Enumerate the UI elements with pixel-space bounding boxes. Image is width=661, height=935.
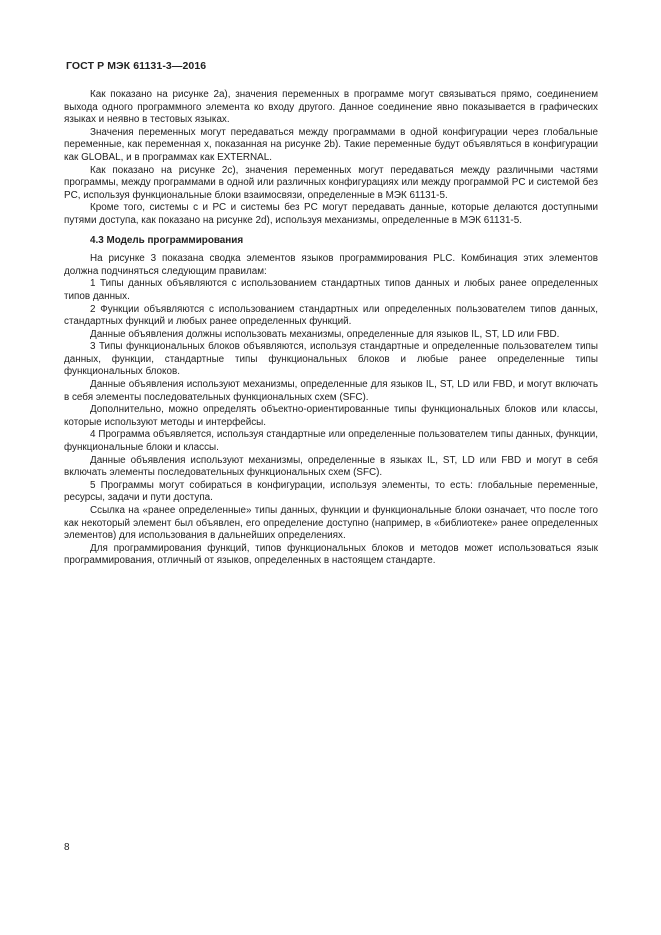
paragraph: Дополнительно, можно определять объектно-ориентированные типы функциональных блоков или классы, которые используют методы и интерфейсы. xyxy=(64,404,598,428)
paragraph: Как показано на рисунке 2c), значения переменных могут передаваться между различными частями программы, между программами в одной или различных конфигурациях или между программой PC и системой без PC, используя функциональные блоки взаимосвязи, определенные в МЭК 61131-5. xyxy=(64,164,598,201)
paragraph: Данные объявления должны использовать механизмы, определенные для языков IL, ST, LD или FBD. xyxy=(90,328,560,340)
paragraph: Значения переменных могут передаваться между программами в одной конфигурации через глобальные переменные, как переменная x, показанная на рисунке 2b). Такие переменные будут объявляться в конфигурации как GLOBAL, и в программах как EXTERNAL. xyxy=(64,126,598,163)
paragraph: 4 Программа объявляется, используя стандартные или определенные пользователем типы данных, функции, функциональные блоки и классы. xyxy=(64,429,598,454)
paragraph: Как показано на рисунке 2a), значения переменных в программе могут связываться прямо, соединением выхода одного программного элемента ко входу другого. Данное соединение явно показывается в графических языках и неявно в тестовых языках. xyxy=(64,89,598,126)
paragraph: Данные объявления используют механизмы, определенные для языков IL, ST, LD или FBD, и могут включать в себя элементы последовательных функциональных схем (SFC). xyxy=(64,379,598,403)
paragraph: 1 Типы данных объявляются с использованием стандартных типов данных и любых ранее определенных типов данных. xyxy=(64,278,598,302)
paragraph: 2 Функции объявляются с использованием стандартных или определенных пользователем типов данных, стандартных функций и любых ранее определенных функций. xyxy=(64,303,598,328)
paragraph: Кроме того, системы с и PC и системы без PC могут передавать данные, которые делаются доступными путями доступа, как показано на рисунке 2d), используя механизмы, определенные в МЭК 61131-5. xyxy=(64,202,598,226)
paragraph: Ссылка на «ранее определенные» типы данных, функции и функциональные блоки означает, что после того как некоторый элемент был объявлен, его определение доступно (например, в «библиотеке» ранее определенных элементов) для использования в дальнейших определениях. xyxy=(64,505,598,542)
paragraph: Для программирования функций, типов функциональных блоков и методов может использоваться язык программирования, отличный от языков, определенных в настоящем стандарте. xyxy=(64,542,598,567)
document-body xyxy=(64,89,598,568)
document-header-title: ГОСТ Р МЭК 61131-3—2016 xyxy=(66,60,207,72)
paragraph: На рисунке 3 показана сводка элементов языков программирования PLC. Комбинация этих элементов должна подчиняться следующим правилам: xyxy=(64,253,598,277)
paragraph: 5 Программы могут собираться в конфигурации, используя элементы, то есть: глобальные переменные, ресурсы, задачи и пути доступа. xyxy=(64,479,598,504)
section-heading: 4.3 Модель программирования xyxy=(90,234,244,246)
paragraph: 3 Типы функциональных блоков объявляются, используя стандартные и определенные пользователем типы данных, функции, стандартные типы функциональных блоков и любые ранее определенные типы функциональных блоков. xyxy=(64,341,598,378)
paragraph: Данные объявления используют механизмы, определенные в языках IL, ST, LD или FBD и могут в себя включать элементы последовательных функциональных схем (SFC). xyxy=(64,454,598,479)
page-number: 8 xyxy=(64,842,70,853)
